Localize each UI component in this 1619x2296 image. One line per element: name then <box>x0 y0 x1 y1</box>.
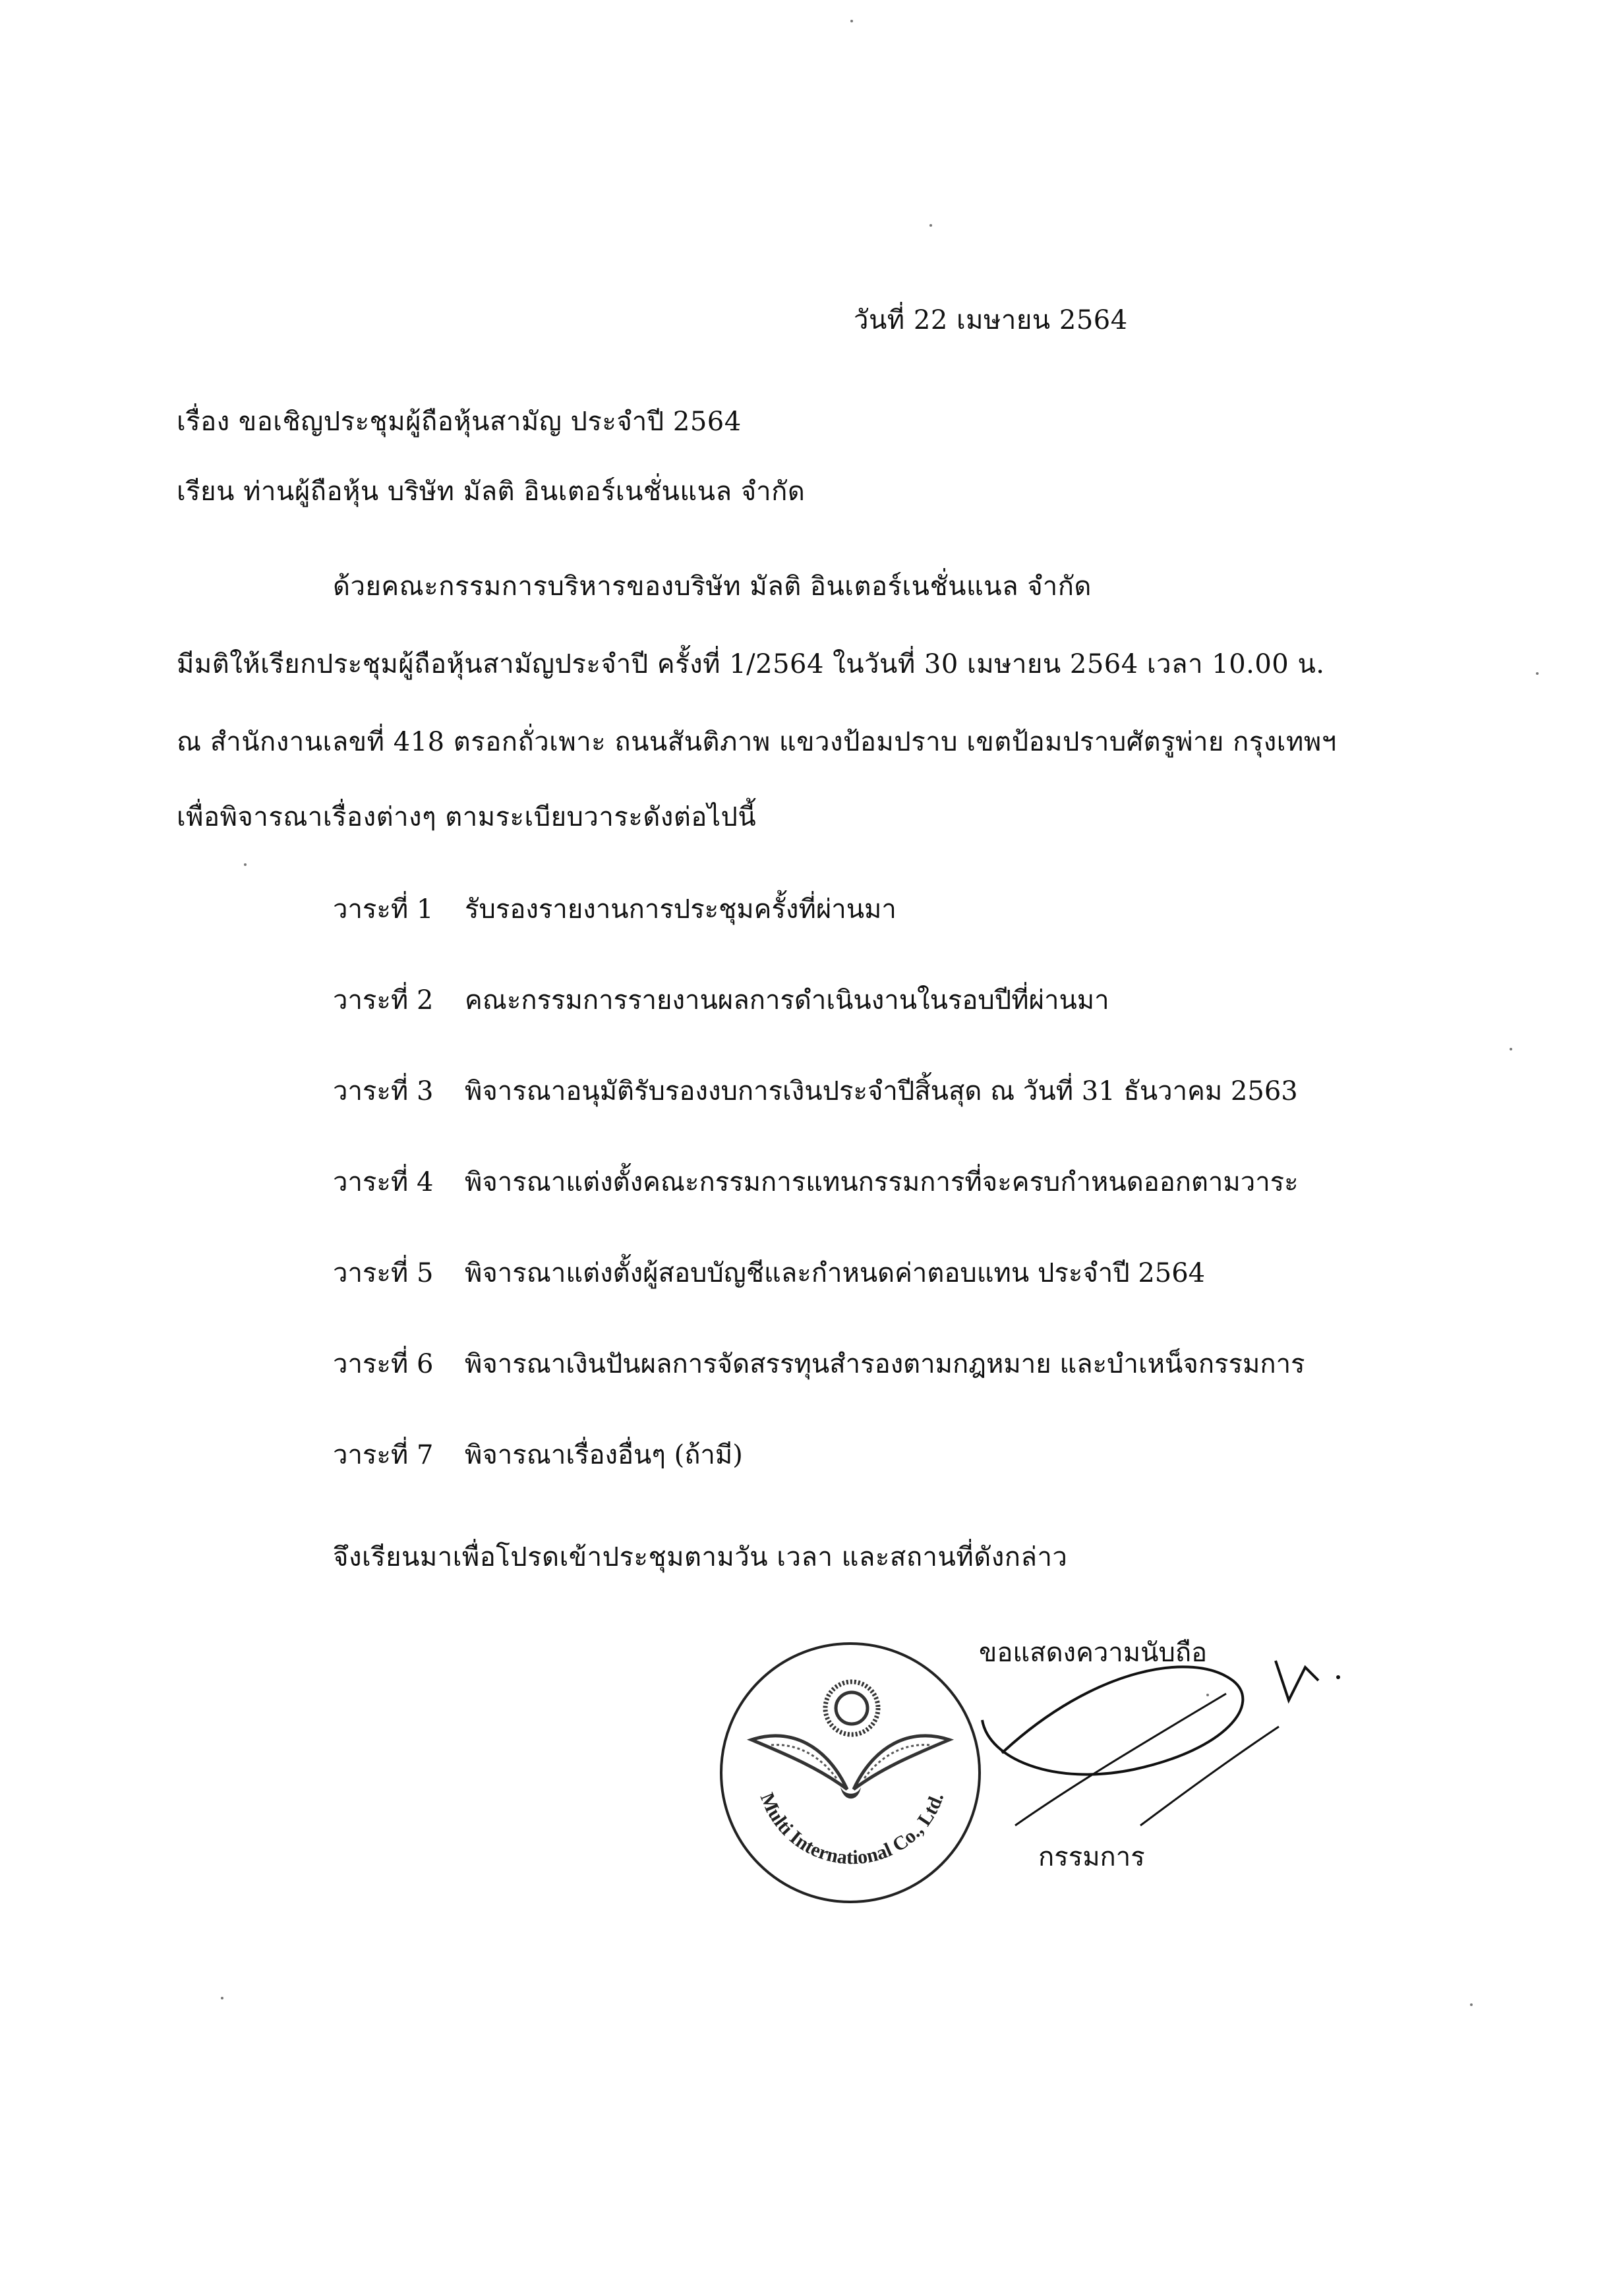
agenda-item <box>333 1346 1305 1383</box>
body-line-3: ณ สำนักงานเลขที่ 418 ตรอกถั่วเพาะ ถนนสันติภาพ แขวงป้อมปราบ เขตป้อมปราบศัตรูพ่าย กรุงเทพฯ <box>177 727 1337 757</box>
agenda-item <box>333 1255 1205 1292</box>
agenda-item <box>333 1073 1298 1110</box>
signature-stroke-1 <box>1015 1694 1226 1825</box>
agenda-text: คณะกรรมการรายงานผลการดำเนินงานในรอบปีที่ผ่านมา <box>465 985 1109 1016</box>
agenda-item <box>333 891 897 928</box>
agenda-text: พิจารณาอนุมัติรับรองงบการเงินประจำปีสิ้นสุด ณ วันที่ 31 ธันวาคม 2563 <box>465 1076 1298 1106</box>
letter-date: วันที่ 22 เมษายน 2564 <box>854 305 1128 335</box>
seal-sun-inner <box>836 1692 868 1724</box>
scan-speck <box>1470 2003 1473 2006</box>
signature-dot <box>1336 1675 1340 1679</box>
agenda-item <box>333 982 1109 1019</box>
scan-speck <box>221 1997 223 1999</box>
agenda-label: วาระที่ 6 <box>333 1349 434 1379</box>
agenda-text: พิจารณาเรื่องอื่นๆ (ถ้ามี) <box>465 1440 743 1470</box>
agenda-item <box>333 1164 1299 1201</box>
agenda-label: วาระที่ 2 <box>333 985 434 1016</box>
letter-subject: เรื่อง ขอเชิญประชุมผู้ถือหุ้นสามัญ ประจำปี 2564 <box>177 407 742 437</box>
seal-sun-outer <box>825 1682 878 1735</box>
agenda-text: พิจารณาเงินปันผลการจัดสรรทุนสำรองตามกฎหมาย และบำเหน็จกรรมการ <box>465 1349 1305 1379</box>
agenda-text: รับรองรายงานการประชุมครั้งที่ผ่านมา <box>465 894 897 925</box>
body-line-2: มีมติให้เรียกประชุมผู้ถือหุ้นสามัญประจำปี ครั้งที่ 1/2564 ในวันที่ 30 เมษายน 2564 เวลา 10.00 น. <box>177 649 1325 679</box>
scan-speck <box>850 20 853 22</box>
closing-line: จึงเรียนมาเพื่อโปรดเข้าประชุมตามวัน เวลา และสถานที่ดังกล่าว <box>333 1542 1068 1572</box>
agenda-label: วาระที่ 4 <box>333 1167 434 1197</box>
letter-recipient: เรียน ท่านผู้ถือหุ้น บริษัท มัลติ อินเตอร์เนชั่นแนล จำกัด <box>177 476 806 507</box>
seal-leaf-center <box>840 1787 861 1798</box>
agenda-item <box>333 1437 743 1474</box>
closing-regards: ขอแสดงความนับถือ <box>979 1638 1208 1668</box>
scan-speck <box>1510 1048 1512 1050</box>
seal-company-name: Multi International Co., Ltd. <box>755 1789 949 1869</box>
signature-tail <box>1276 1661 1318 1700</box>
agenda-text: พิจารณาแต่งตั้งผู้สอบบัญชีและกำหนดค่าตอบแทน ประจำปี 2564 <box>465 1258 1206 1288</box>
seal-leaf-left <box>751 1736 847 1789</box>
scan-speck <box>1206 1694 1209 1696</box>
signature-loop <box>982 1667 1243 1774</box>
agenda-label: วาระที่ 5 <box>333 1258 434 1288</box>
signatory-title: กรรมการ <box>1038 1842 1145 1872</box>
body-line-4: เพื่อพิจารณาเรื่องต่างๆ ตามระเบียบวาระดังต่อไปนี้ <box>177 802 757 832</box>
scan-speck <box>244 863 247 866</box>
agenda-text: พิจารณาแต่งตั้งคณะกรรมการแทนกรรมการที่จะครบกำหนดออกตามวาระ <box>465 1167 1299 1197</box>
agenda-label: วาระที่ 1 <box>333 894 434 925</box>
signature <box>883 1628 1358 1839</box>
agenda-label: วาระที่ 7 <box>333 1440 434 1470</box>
scan-speck <box>1536 672 1539 675</box>
body-line-1: ด้วยคณะกรรมการบริหารของบริษัท มัลติ อินเตอร์เนชั่นแนล จำกัด <box>333 571 1092 602</box>
agenda-label: วาระที่ 3 <box>333 1076 434 1106</box>
scan-speck <box>929 224 932 227</box>
